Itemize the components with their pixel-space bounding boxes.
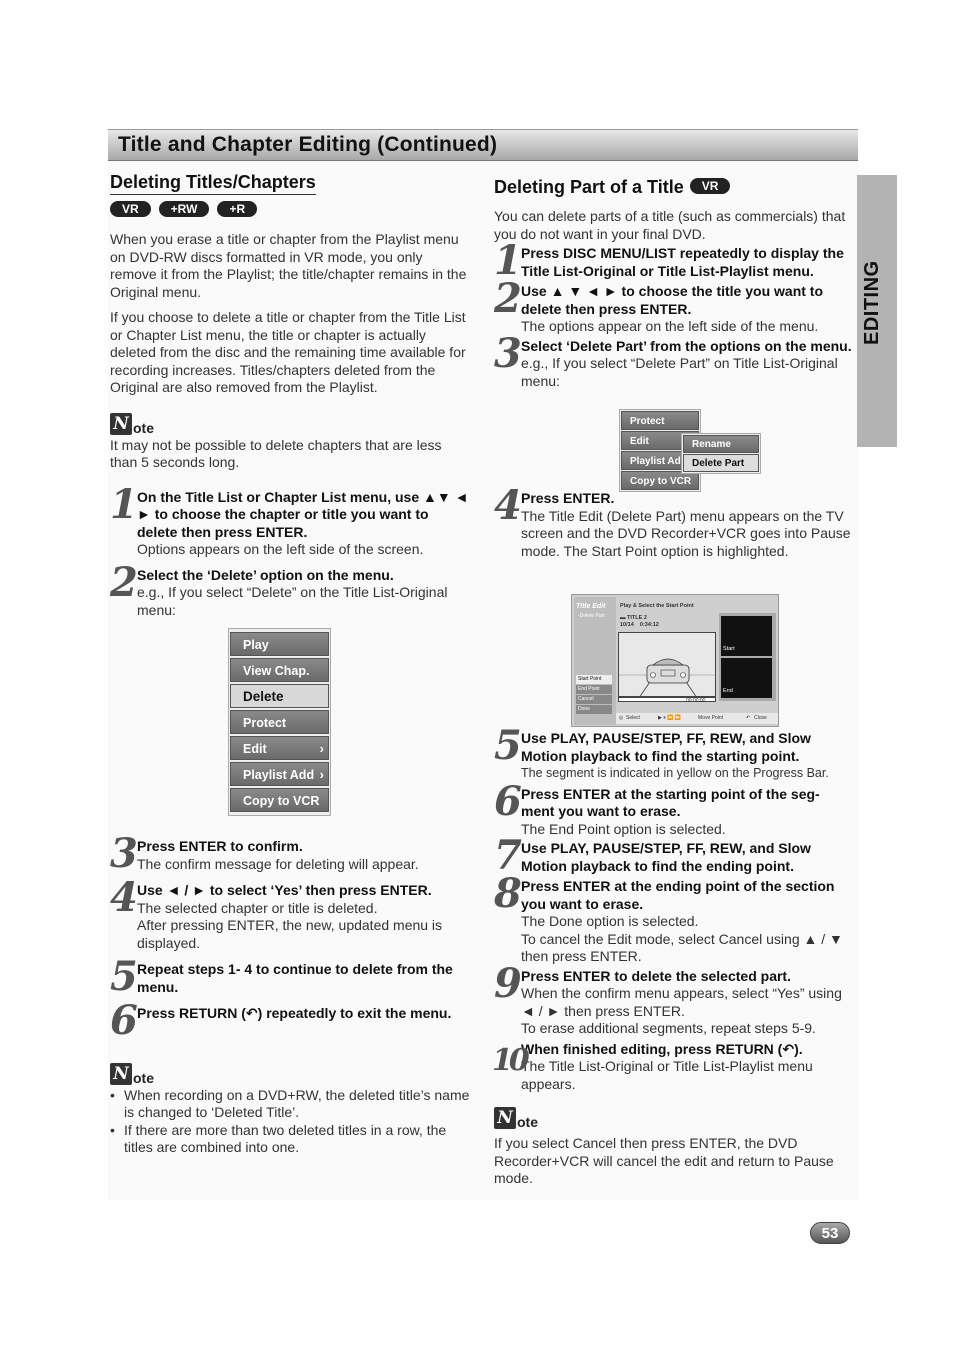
left-badges xyxy=(110,201,472,217)
step-head: On the Title List or Chapter List menu, use ▲▼ ◄ ► to choose the chapter or title you want to delete then press ENTER. xyxy=(137,488,469,540)
menu-item-protect[interactable]: Protect xyxy=(230,710,329,734)
menu-item-protect[interactable]: Protect xyxy=(621,411,699,430)
car-road-image xyxy=(619,633,716,697)
playback-icons: ▶ ⏸ ⏪ ⏩ xyxy=(658,715,681,721)
left-step-5 xyxy=(110,953,472,1000)
page-number: 53 xyxy=(810,1222,850,1244)
left-step-6 xyxy=(110,997,472,1044)
step-head: Select the ‘Delete’ option on the menu. xyxy=(137,566,394,583)
left-heading: Deleting Titles/Chapters xyxy=(110,172,316,195)
step-number: 6 xyxy=(110,997,138,1044)
step-sub: The confirm message for deleting will appear. xyxy=(137,855,419,872)
step-number: 9 xyxy=(494,959,522,1007)
right-step-1 xyxy=(494,237,854,284)
right-step-3 xyxy=(494,329,854,391)
title-edit-screen xyxy=(571,594,779,727)
step-sub: The End Point option is selected. xyxy=(521,820,726,837)
right-step-4 xyxy=(494,482,854,560)
step-sub: The Title List-Original or Title List-Playlist menu appears. xyxy=(521,1058,813,1092)
right-step-9 xyxy=(494,959,854,1038)
title-bar xyxy=(108,129,858,161)
menu-item-delete[interactable]: Delete xyxy=(230,684,329,708)
side-tab-label: EDITING xyxy=(861,260,883,345)
note-text: If you select Cancel then press ENTER, the DVD Recorder+VCR will cancel the edit and return to Pause mode. xyxy=(494,1135,834,1186)
right-step-7 xyxy=(494,832,854,879)
note-2-header xyxy=(110,1063,472,1085)
footer-move-point: Move Point xyxy=(698,715,724,721)
thumbnail-pane xyxy=(719,613,776,701)
note-bullet: • When recording on a DVD+RW, the deleted title’s name is changed to ‘Deleted Title’. xyxy=(110,1087,472,1122)
screen-left-pane xyxy=(574,597,616,725)
menu-item-edit[interactable]: Edit › xyxy=(230,736,329,760)
chevron-right-icon: › xyxy=(319,767,324,782)
submenu-item-delete-part[interactable]: Delete Part xyxy=(683,454,759,472)
left-step-4 xyxy=(110,874,472,952)
note-bullet: • If there are more than two deleted titles in a row, the titles are combined into one. xyxy=(110,1122,472,1157)
option-end-point[interactable]: End Point xyxy=(576,685,612,694)
menu-item-copy-to-vcr[interactable]: Copy to VCR xyxy=(621,471,699,490)
step-number: 2 xyxy=(110,558,138,606)
step-head: Press ENTER at the starting point of the seg- ment you want to erase. xyxy=(521,785,820,819)
step-head: Use ◄ / ► to select ‘Yes’ then press ENTER. xyxy=(137,882,432,898)
step-number: 8 xyxy=(494,870,522,917)
return-icon: ↶ xyxy=(746,715,751,721)
screen-title: Title Edit xyxy=(576,603,606,610)
step-number: 3 xyxy=(110,830,138,877)
step-head: Select ‘Delete Part’ from the options on the menu. xyxy=(521,337,852,354)
page-title: Title and Chapter Editing (Continued) xyxy=(118,133,498,156)
left-step-1 xyxy=(110,480,472,559)
note-word: ote xyxy=(133,419,154,436)
step-sub: When the confirm menu appears, select “Yes” using ◄ / ► then press ENTER. xyxy=(521,985,842,1019)
step-head: Use PLAY, PAUSE/STEP, FF, REW, and Slow Motion playback to find the ending point. xyxy=(521,840,811,874)
title-list-menu xyxy=(228,628,331,816)
step-sub: The Title Edit (Delete Part) menu appears on the TV screen and the DVD Recorder+VCR goes into Pause mode. The Start Point option is highlighted. xyxy=(521,507,851,559)
note-text: It may not be possible to delete chapters that are less than 5 seconds long. xyxy=(110,436,442,470)
step-sub: e.g., If you select “Delete” on the Title List-Original menu: xyxy=(137,584,448,618)
note-word: ote xyxy=(517,1114,538,1130)
step-sub-2: After pressing ENTER, the new, updated menu is displayed. xyxy=(137,917,443,951)
screen-subtitle: -Delete Part xyxy=(578,613,605,619)
right-step-10 xyxy=(494,1041,854,1094)
note-word: ote xyxy=(133,1069,154,1086)
step-sub: The selected chapter or title is deleted. xyxy=(137,899,378,916)
badge-vr: VR xyxy=(110,201,151,217)
chevron-right-icon: › xyxy=(319,741,324,756)
step-head: Use ▲ ▼ ◄ ► to choose the title you want to delete then press ENTER. xyxy=(521,283,824,317)
step-sub: e.g., If you select “Delete Part” on Title List-Original menu: xyxy=(521,355,838,389)
note-icon: N xyxy=(494,1107,516,1129)
start-thumbnail: Start xyxy=(721,616,772,656)
option-cancel[interactable]: Cancel xyxy=(576,695,612,704)
right-intro: You can delete parts of a title (such as commercials) that you do not want in your final DVD. xyxy=(494,208,846,242)
step-head: Press DISC MENU/LIST repeatedly to display the Title List-Original or Title List-Playlist menu. xyxy=(521,245,844,279)
right-step-5 xyxy=(494,722,854,783)
side-tab xyxy=(857,175,897,447)
step-number: 6 xyxy=(494,777,522,825)
step-number: 2 xyxy=(494,275,522,322)
step-number: 5 xyxy=(494,722,522,769)
step-number: 4 xyxy=(494,482,522,529)
step-head: Use PLAY, PAUSE/STEP, FF, REW, and Slow Motion playback to find the starting point. xyxy=(521,730,811,764)
badge-vr: VR xyxy=(690,178,731,194)
note-2-bullets xyxy=(110,1087,472,1157)
menu-item-play[interactable]: Play xyxy=(230,632,329,656)
note-icon: N xyxy=(110,413,132,435)
step-number: 5 xyxy=(110,953,138,1000)
edit-submenu xyxy=(681,433,761,474)
step-sub: Options appears on the left side of the screen. xyxy=(137,541,424,557)
step-sub-2: To erase additional segments, repeat steps 5-9. xyxy=(521,1020,816,1036)
left-step-2 xyxy=(110,558,472,620)
badge-rw: +RW xyxy=(159,201,210,217)
step-sub-2: To cancel the Edit mode, select Cancel using ▲ / ▼ then press ENTER. xyxy=(521,930,843,964)
option-done[interactable]: Done xyxy=(576,705,612,714)
step-number: 7 xyxy=(494,832,522,879)
menu-item-copy-to-vcr[interactable]: Copy to VCR xyxy=(230,788,329,812)
option-start-point[interactable]: Start Point xyxy=(576,675,612,684)
note-icon: N xyxy=(110,1063,132,1085)
right-step-8 xyxy=(494,870,854,966)
menu-item-playlist-add[interactable]: Playlist Add › xyxy=(230,762,329,786)
left-step-3 xyxy=(110,830,472,877)
screen-footer xyxy=(616,713,778,724)
menu-item-edit[interactable]: Edit xyxy=(621,431,699,450)
step-sub: The Done option is selected. xyxy=(521,913,699,929)
menu-item-view-chap[interactable]: View Chap. xyxy=(230,658,329,682)
step-number: 4 xyxy=(110,874,138,921)
screen-options xyxy=(576,675,612,715)
footer-close: Close xyxy=(754,715,767,721)
step-number: 3 xyxy=(494,329,522,377)
step-head: Press ENTER to confirm. xyxy=(137,838,303,854)
left-para-2: If you choose to delete a title or chapter from the Title List or Chapter List menu, the title or chapter is actually deleted from the disc and the remaining time available for recording increases. Titles/chapters deleted from the Original are also removed from the Playlist. xyxy=(110,309,466,395)
submenu-item-rename[interactable]: Rename xyxy=(683,435,759,453)
step-sub: The segment is indicated in yellow on the Progress Bar. xyxy=(521,766,829,780)
select-icon: ◎ xyxy=(619,715,624,721)
badge-r: +R xyxy=(217,201,257,217)
step-number: 1 xyxy=(494,237,522,284)
note-header xyxy=(494,1107,854,1129)
step-head: Press ENTER. xyxy=(521,490,615,506)
step-head: Press RETURN (↶) repeatedly to exit the menu. xyxy=(137,1005,452,1021)
step-head: Press ENTER at the ending point of the section you want to erase. xyxy=(521,878,835,912)
step-head: When finished editing, press RETURN (↶). xyxy=(521,1040,803,1057)
video-preview xyxy=(618,632,716,697)
right-heading: Deleting Part of a Title VR xyxy=(494,177,730,199)
step-number: 1 xyxy=(110,480,138,528)
right-step-6 xyxy=(494,777,854,839)
left-para-1: When you erase a title or chapter from the Playlist menu on DVD-RW discs formatted in VR mode, you only remove it from the Playlist; the title/chapter remains in the Original menu. xyxy=(110,231,467,300)
step-sub: The options appear on the left side of the menu. xyxy=(521,318,819,334)
screen-title-info: ▬ TITLE 2 10/14 0:34:12 xyxy=(620,615,659,628)
disc-icon: ▬ xyxy=(620,615,628,621)
screen-header: Play & Select the Start Point xyxy=(620,603,694,609)
step-number: 10 xyxy=(492,1042,526,1078)
menu-item-playlist-add[interactable]: Playlist Ad xyxy=(621,451,699,470)
end-thumbnail: End xyxy=(721,658,772,698)
right-step-2 xyxy=(494,275,854,336)
footer-select: Select xyxy=(626,715,640,721)
note-header xyxy=(110,413,472,435)
step-head: Press ENTER to delete the selected part. xyxy=(521,967,791,984)
time-readout: 00:00:00 xyxy=(686,698,706,704)
step-head: Repeat steps 1- 4 to continue to delete from the menu. xyxy=(137,961,453,995)
